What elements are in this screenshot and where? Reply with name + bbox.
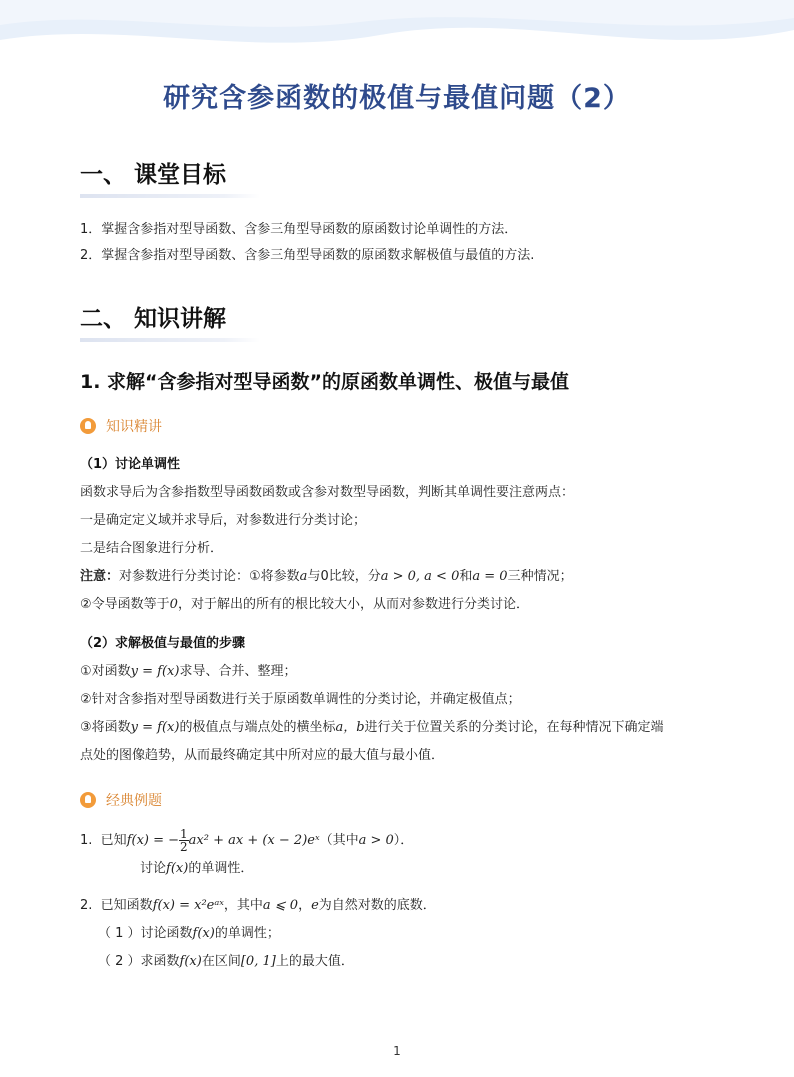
- text: 和: [459, 569, 473, 584]
- text: ①对函数: [80, 664, 131, 679]
- math: f(x): [166, 861, 189, 876]
- section-heading-goals: 一、 课堂目标: [80, 162, 227, 188]
- lightbulb-icon: [80, 792, 96, 808]
- math: [0, 1]: [240, 954, 276, 969]
- math: a ⩽ 0: [262, 898, 299, 913]
- text: ，: [298, 898, 312, 913]
- badge-label: 知识精讲: [106, 419, 162, 435]
- text: 已知: [100, 833, 127, 848]
- math: f(x): [179, 954, 202, 969]
- text: （ 1 ）讨论函数: [98, 926, 193, 941]
- text: 的单调性．: [188, 861, 254, 876]
- topic-heading: 1. 求解“含参指对型导函数”的原函数单调性、极值与最值: [80, 371, 570, 393]
- step-3: [80, 716, 664, 735]
- example-1-question: [140, 857, 253, 876]
- example-2: [80, 894, 436, 913]
- fraction: $\frac{1}{2}$: [180, 827, 188, 854]
- text: ③将函数: [80, 720, 131, 735]
- math: y = f(x): [130, 664, 180, 679]
- text: 为自然对数的底数．: [318, 898, 436, 913]
- note-label: 注意：: [80, 569, 120, 584]
- page-title: 研究含参函数的极值与最值问题（2）: [163, 83, 631, 114]
- math: y = f(x): [130, 720, 180, 735]
- badge-label: 经典例题: [106, 793, 162, 809]
- math: a，b: [335, 720, 365, 735]
- math: f(x) = −: [126, 833, 180, 848]
- text: 三种情况；: [507, 569, 573, 584]
- goal-item-2: 2．掌握含参指对型导函数、含参三角型导函数的原函数求解极值与最值的方法.: [80, 248, 535, 263]
- note-line-2: [80, 593, 529, 612]
- example-1: [80, 828, 413, 853]
- subheading-steps: （2）求解极值与最值的步骤: [80, 636, 246, 651]
- text: 对参数进行分类讨论：①将参数: [119, 569, 300, 584]
- text: ②令导函数等于: [80, 597, 170, 612]
- text: 在区间: [201, 954, 241, 969]
- text: 讨论: [140, 861, 167, 876]
- example-number: 1.: [80, 833, 93, 848]
- text: 上的最大值．: [275, 954, 354, 969]
- text: （ 2 ）求函数: [98, 954, 180, 969]
- math: ax² + ax + (x − 2)eˣ: [188, 833, 320, 848]
- badge-knowledge: [80, 416, 162, 436]
- math: f(x) = x²eᵃˣ: [152, 898, 224, 913]
- paragraph: 二是结合图象进行分析．: [80, 541, 224, 556]
- header-wave-decoration: [0, 0, 794, 70]
- goal-item-1: 1．掌握含参指对型导函数、含参三角型导函数的原函数讨论单调性的方法．: [80, 222, 518, 237]
- paragraph: 函数求导后为含参指数型导函数函数或含参对数型导函数，判断其单调性要注意两点：: [80, 485, 575, 500]
- section-heading-knowledge: 二、 知识讲解: [80, 306, 227, 332]
- text: 的单调性；: [214, 926, 280, 941]
- heading-underline: [80, 194, 260, 198]
- paragraph: 一是确定定义域并求导后，对参数进行分类讨论；: [80, 513, 367, 528]
- math: a < 0: [424, 569, 460, 584]
- badge-examples: [80, 790, 162, 810]
- math: 0: [169, 597, 178, 612]
- text: 与0比较，分: [307, 569, 381, 584]
- text: ，对于解出的所有的根比较大小，从而对参数进行分类讨论．: [177, 597, 529, 612]
- text: （其中: [319, 833, 359, 848]
- text: 进行关于位置关系的分类讨论，在每种情况下确定端: [364, 720, 664, 735]
- math: a > 0: [358, 833, 394, 848]
- subheading-monotonicity: （1）讨论单调性: [80, 457, 181, 472]
- example-2-question-2: [98, 950, 354, 969]
- step-3-continued: 点处的图像趋势，从而最终确定其中所对应的最大值与最小值．: [80, 748, 445, 763]
- math: a = 0: [472, 569, 508, 584]
- note-line: 注意：对参数进行分类讨论：①将参数a与0比较，分a > 0, a < 0和a = 0三种情况；: [80, 569, 573, 584]
- example-2-question-1: [98, 922, 280, 941]
- math: a: [299, 569, 308, 584]
- step-2: ②针对含参指对型导函数进行关于原函数单调性的分类讨论，并确定极值点；: [80, 692, 521, 707]
- text: 求导、合并、整理；: [179, 664, 297, 679]
- heading-underline: [80, 338, 260, 342]
- text: ，其中: [223, 898, 263, 913]
- text: 的极值点与端点处的横坐标: [179, 720, 336, 735]
- math: a > 0: [380, 569, 416, 584]
- text: ）．: [393, 833, 414, 848]
- example-number: 2.: [80, 898, 93, 913]
- math: f(x): [192, 926, 215, 941]
- math: e: [311, 898, 319, 913]
- page-number: 1: [393, 1044, 401, 1058]
- step-1: [80, 660, 296, 679]
- lightbulb-icon: [80, 418, 96, 434]
- text: 已知函数: [100, 898, 153, 913]
